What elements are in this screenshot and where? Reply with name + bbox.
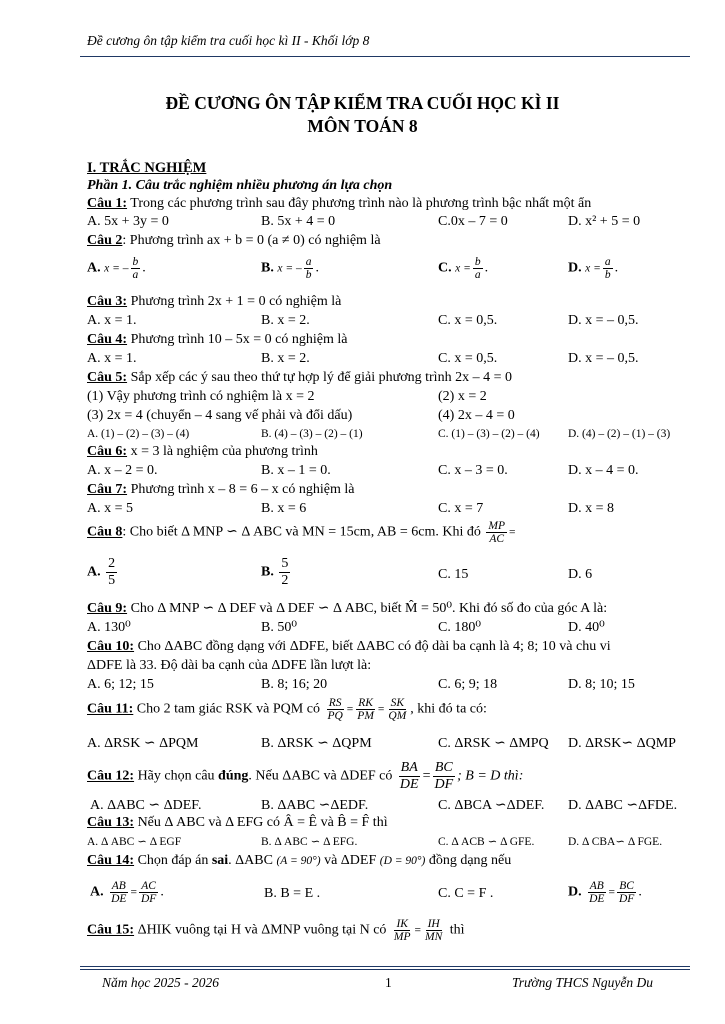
q9-option-b: B. 50⁰ (261, 620, 297, 635)
question-3: Câu 3: Phương trình 2x + 1 = 0 có nghiệm là (87, 294, 342, 309)
q1-option-a: A. 5x + 3y = 0 (87, 214, 169, 229)
header-rule (80, 56, 690, 57)
q8-option-c: C. 15 (438, 567, 469, 582)
q7-option-c: C. x = 7 (438, 501, 484, 516)
q5-option-a: A. (1) – (2) – (3) – (4) (87, 428, 190, 440)
q5-step-4: (4) 2x – 4 = 0 (438, 408, 515, 423)
q5-step-3: (3) 2x = 4 (chuyển – 4 sang vế phải và đổi dấu) (87, 408, 353, 423)
q2-option-b: B. x = – $\frac{a}{b}$ . (261, 256, 319, 281)
q6-option-a: A. x – 2 = 0. (87, 463, 158, 478)
q3-option-c: C. x = 0,5. (438, 313, 498, 328)
q4-option-a: A. x = 1. (87, 351, 137, 366)
q4-option-d: D. x = – 0,5. (568, 351, 639, 366)
question-10: Câu 10: Cho ΔABC đồng dạng với ΔDFE, biết ΔABC có độ dài ba cạnh là 4; 8; 10 và chu vi (87, 639, 611, 654)
q2-option-d: D. x = $\frac{a}{b}$ . (568, 256, 619, 281)
question-6: Câu 6: x = 3 là nghiệm của phương trình (87, 444, 318, 459)
q10-option-d: D. 8; 10; 15 (568, 677, 635, 692)
q14-option-c: C. C = F . (438, 886, 494, 901)
question-13: Câu 13: Nếu Δ ABC và Δ EFG có Â = Ê và B̂ = F̂ thì (87, 815, 388, 830)
q6-option-d: D. x – 4 = 0. (568, 463, 639, 478)
q11-option-d: D. ΔRSK∽ ΔQMP (568, 736, 676, 751)
footer-school-name: Trường THCS Nguyễn Du (512, 975, 653, 990)
q13-option-d: D. Δ CBA∽ Δ FGE. (568, 836, 663, 848)
q10-option-b: B. 8; 16; 20 (261, 677, 328, 692)
question-5: Câu 5: Sắp xếp các ý sau theo thứ tự hợp lý để giải phương trình 2x – 4 = 0 (87, 370, 512, 385)
q14-option-d: D. $\frac{AB}{DE}$ = $\frac{BC}{DF}$ . (568, 880, 642, 905)
question-11: Câu 11: Cho 2 tam giác RSK và PQM có $\frac{RS}{PQ}$ = $\frac{RK}{PM}$ = $\frac{SK}{QM}$ , khi đó ta có: (87, 697, 487, 722)
q7-option-b: B. x = 6 (261, 501, 307, 516)
q12-option-a: A. ΔABC ∽ ΔDEF. (90, 798, 202, 813)
q8-option-a: A. $\frac{2}{5}$ (87, 556, 116, 588)
footer-rule (80, 966, 690, 967)
q5-step-1: (1) Vậy phương trình có nghiệm là x = 2 (87, 389, 315, 404)
q14-option-b: B. B = E . (264, 886, 321, 901)
q10-option-a: A. 6; 12; 15 (87, 677, 154, 692)
doc-subtitle: MÔN TOÁN 8 (307, 116, 418, 136)
question-14: Câu 14: Chọn đáp án sai. ΔABC (A = 90°) và ΔDEF (D = 90°) đồng dạng nếu (87, 853, 512, 868)
q2-option-c: C. x = $\frac{b}{a}$ . (438, 256, 489, 281)
q13-option-b: B. Δ ABC ∽ Δ EFG. (261, 836, 358, 848)
doc-title: ĐỀ CƯƠNG ÔN TẬP KIỂM TRA CUỐI HỌC KÌ II (165, 93, 560, 113)
q14-option-a: A. $\frac{AB}{DE}$ = $\frac{AC}{DF}$ . (90, 880, 164, 905)
q12-option-b: B. ΔABC ∽ΔEDF. (261, 798, 369, 813)
question-10-cont: ΔDFE là 33. Độ dài ba cạnh của ΔDFE lần lượt là: (87, 658, 372, 673)
q5-option-d: D. (4) – (2) – (1) – (3) (568, 428, 671, 440)
q9-option-d: D. 40⁰ (568, 620, 605, 635)
q5-option-b: B. (4) – (3) – (2) – (1) (261, 428, 363, 440)
q2-option-a: A. x = – $\frac{b}{a}$ . (87, 256, 146, 281)
q13-option-c: C. Δ ACB ∽ Δ GFE. (438, 836, 535, 848)
q11-option-c: C. ΔRSK ∽ ΔMPQ (438, 736, 549, 751)
q4-option-b: B. x = 2. (261, 351, 310, 366)
question-8: Câu 8: Cho biết Δ MNP ∽ Δ ABC và MN = 15cm, AB = 6cm. Khi đó $\frac{MP}{AC}$ = (87, 520, 516, 545)
q8-option-d: D. 6 (568, 567, 593, 582)
q1-option-b: B. 5x + 4 = 0 (261, 214, 336, 229)
question-12: Câu 12: Hãy chọn câu đúng. Nếu ΔABC và ΔDEF có $\frac{BA}{DE}$ = $\frac{BC}{DF}$ ; B = D thì: (87, 760, 524, 792)
question-7: Câu 7: Phương trình x – 8 = 6 – x có nghiệm là (87, 482, 355, 497)
section-heading: I. TRẮC NGHIỆM (87, 160, 207, 176)
q7-option-d: D. x = 8 (568, 501, 615, 516)
question-15: Câu 15: ΔHIK vuông tại H và ΔMNP vuông tại N có $\frac{IK}{MP}$ = $\frac{IH}{MN}$ thì (87, 918, 465, 943)
q7-option-a: A. x = 5 (87, 501, 134, 516)
q12-option-d: D. ΔABC ∽ΔFDE. (568, 798, 678, 813)
question-9: Câu 9: Cho Δ MNP ∽ Δ DEF và Δ DEF ∽ Δ ABC, biết M̂ = 50⁰. Khi đó số đo của góc A là: (87, 601, 608, 616)
footer-school-year: Năm học 2025 - 2026 (102, 975, 219, 990)
q3-option-b: B. x = 2. (261, 313, 310, 328)
q3-option-a: A. x = 1. (87, 313, 137, 328)
q12-option-c: C. ΔBCA ∽ΔDEF. (438, 798, 545, 813)
q9-option-c: C. 180⁰ (438, 620, 481, 635)
q4-option-c: C. x = 0,5. (438, 351, 498, 366)
q5-option-c: C. (1) – (3) – (2) – (4) (438, 428, 540, 440)
question-1: Câu 1: Trong các phương trình sau đây phương trình nào là phương trình bậc nhất một ẩn (87, 196, 592, 211)
q6-option-c: C. x – 3 = 0. (438, 463, 508, 478)
part-heading: Phần 1. Câu trắc nghiệm nhiều phương án lựa chọn (87, 178, 393, 193)
question-4: Câu 4: Phương trình 10 – 5x = 0 có nghiệm là (87, 332, 348, 347)
question-2: Câu 2: Phương trình ax + b = 0 (a ≠ 0) có nghiệm là (87, 233, 381, 248)
q9-option-a: A. 130⁰ (87, 620, 131, 635)
q11-option-b: B. ΔRSK ∽ ΔQPM (261, 736, 372, 751)
footer-rule-thin (80, 969, 690, 970)
q1-option-d: D. x² + 5 = 0 (568, 214, 641, 229)
q3-option-d: D. x = – 0,5. (568, 313, 639, 328)
q11-option-a: A. ΔRSK ∽ ΔPQM (87, 736, 199, 751)
q1-option-c: C.0x – 7 = 0 (438, 214, 508, 229)
q10-option-c: C. 6; 9; 18 (438, 677, 498, 692)
q13-option-a: A. Δ ABC ∽ Δ EGF (87, 836, 182, 848)
q8-option-b: B. $\frac{5}{2}$ (261, 556, 289, 588)
q6-option-b: B. x – 1 = 0. (261, 463, 331, 478)
footer-page-number: 1 (385, 975, 392, 990)
q5-step-2: (2) x = 2 (438, 389, 487, 404)
running-header: Đề cương ôn tập kiểm tra cuối học kì II - Khối lớp 8 (87, 33, 370, 48)
